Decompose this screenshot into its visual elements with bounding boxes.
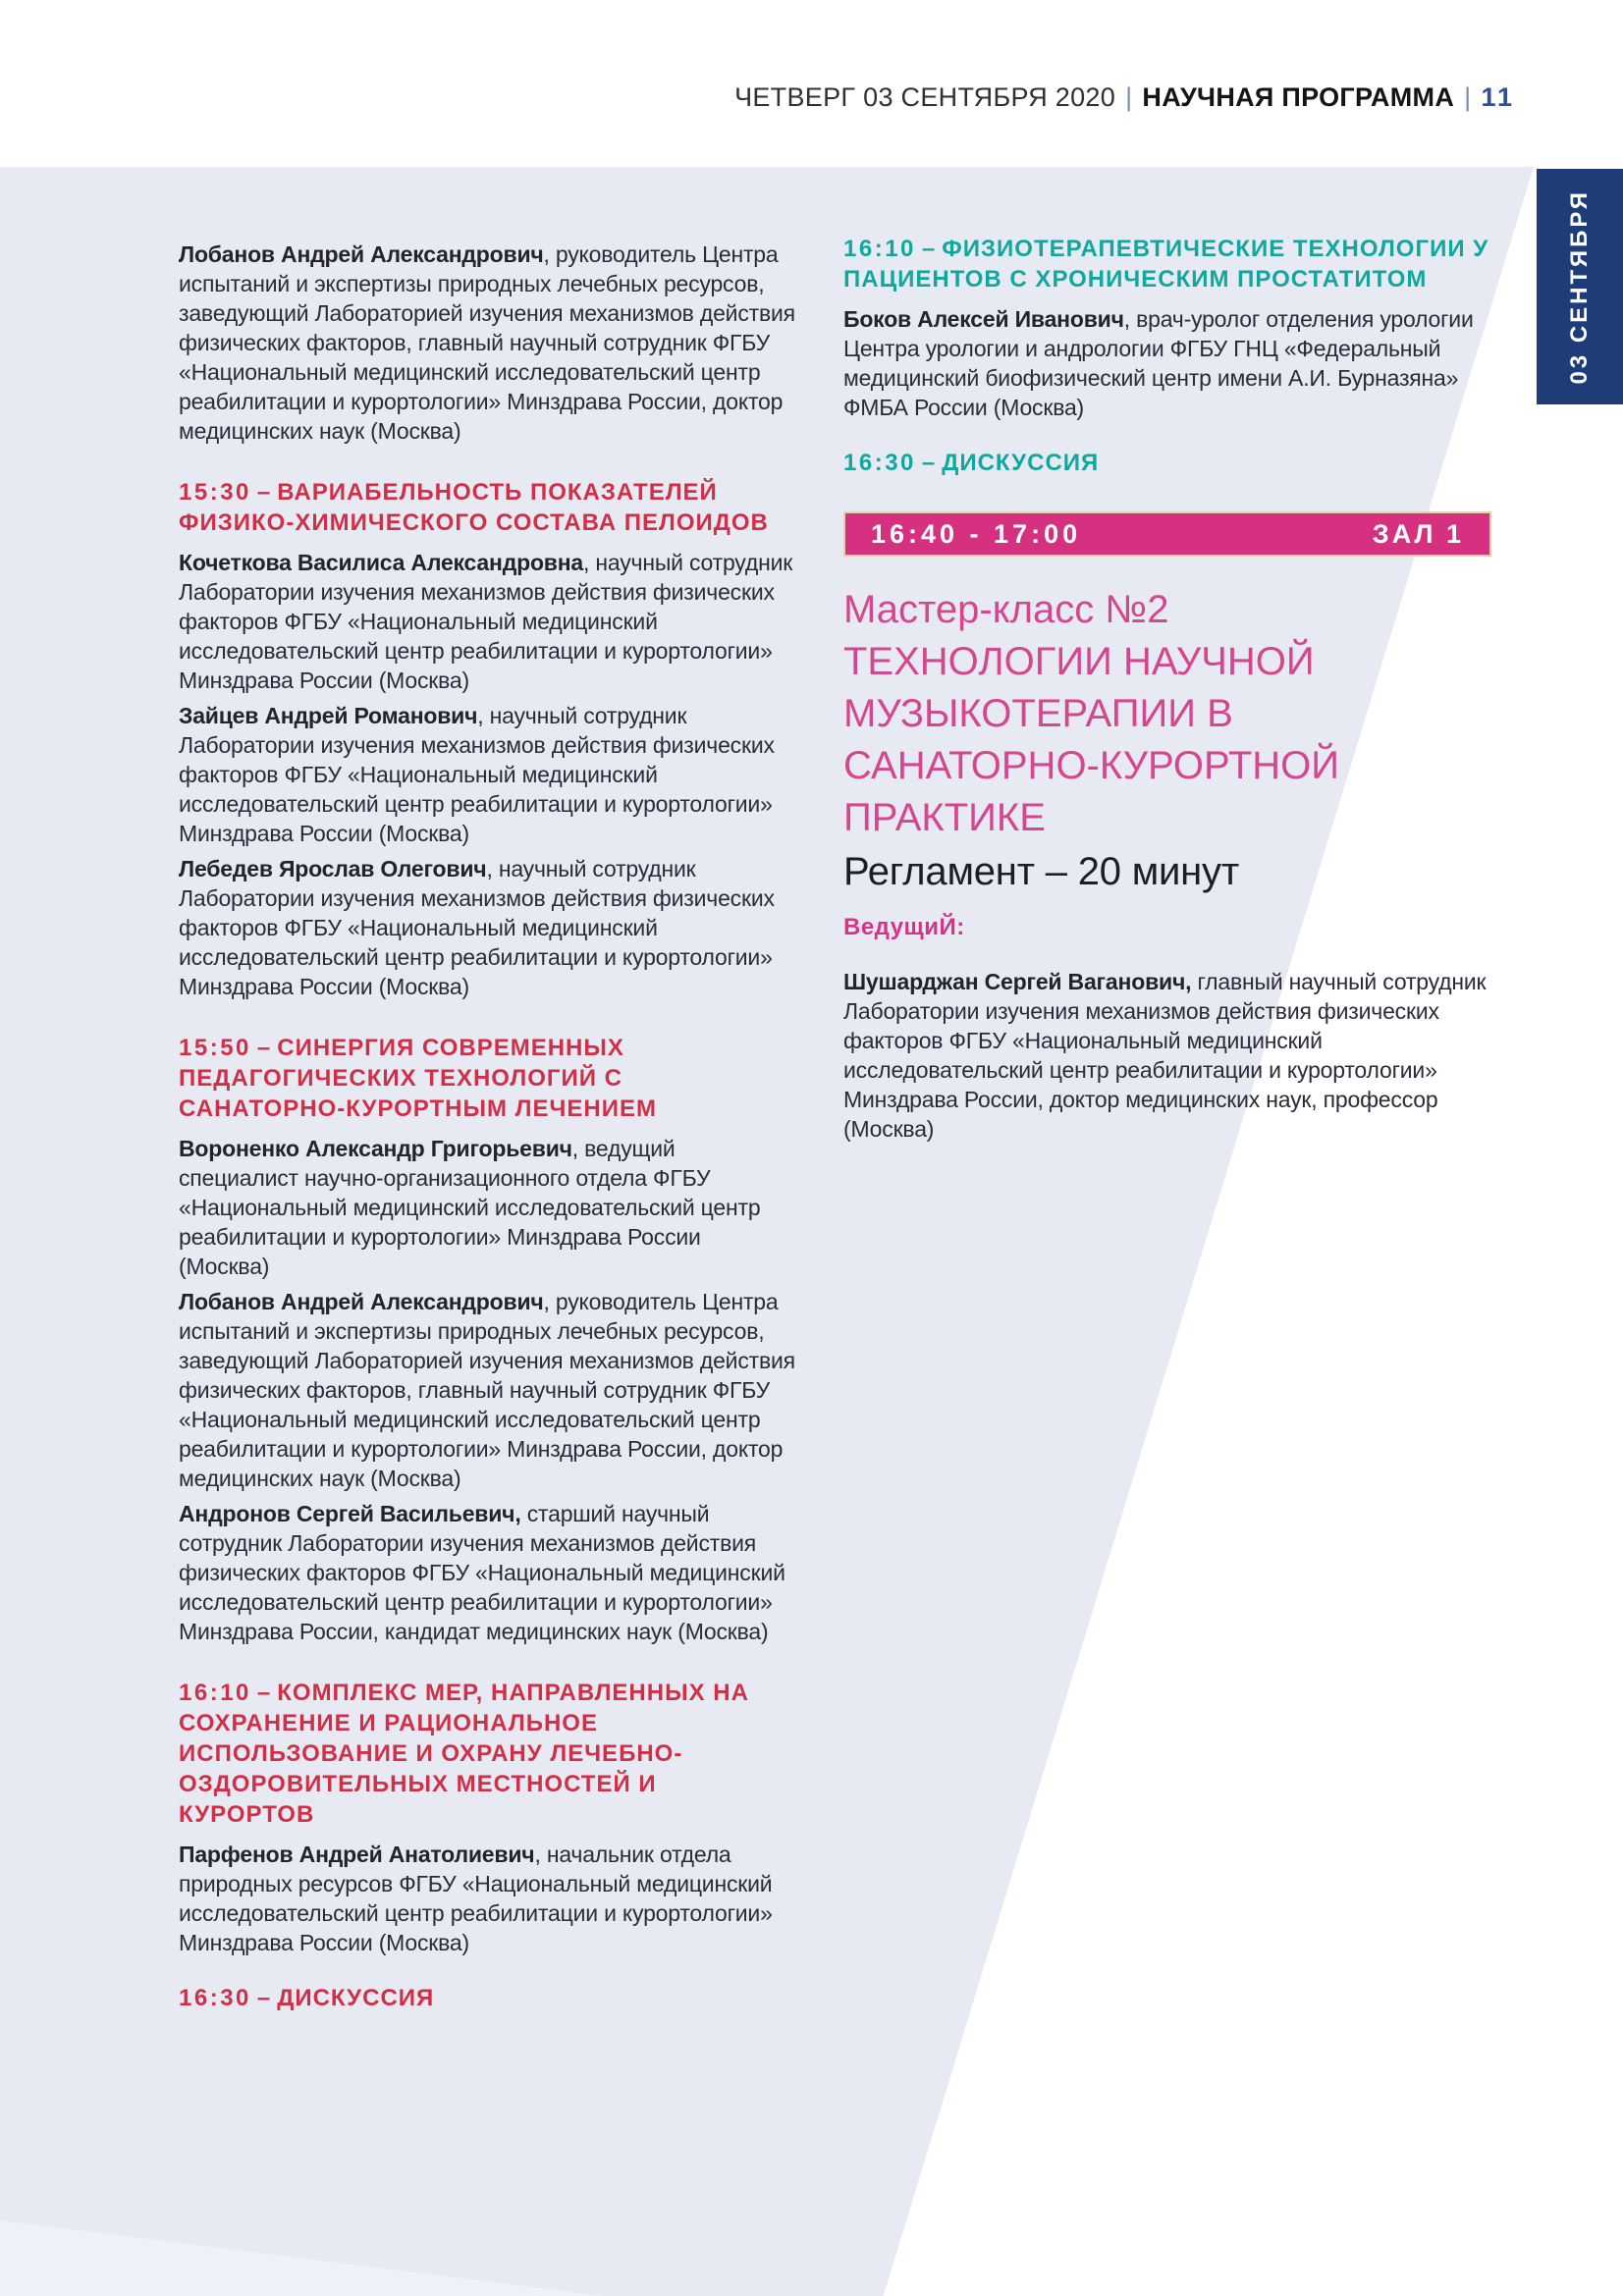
discussion-heading-left [179,1983,795,2013]
header-section-title: НАУЧНАЯ ПРОГРАММА [1142,82,1455,112]
session-title: КОМПЛЕКС МЕР, НАПРАВЛЕННЫХ НА СОХРАНЕНИЕ И РАЦИОНАЛЬНОЕ ИСПОЛЬЗОВАНИЕ И ОХРАНУ ЛЕЧЕБНО-ОЗДОРОВИТЕЛЬНЫХ МЕСТНОСТЕЙ И КУРОРТОВ [179,1680,749,1828]
header-date: ЧЕТВЕРГ 03 СЕНТЯБРЯ 2020 [734,82,1116,112]
masterclass-label: Мастер-класс №2 [843,588,1169,631]
session-heading-1530 [179,477,795,538]
speaker-name: Кочеткова Василиса Александровна [179,550,584,575]
speaker-name: Вороненко Александр Григорьевич [179,1136,572,1161]
speaker-paragraph [179,1840,795,1957]
speaker-paragraph [843,967,1491,1144]
speaker-bio: , научный сотрудник Лаборатории изучения механизмов действия физических факторов ФГБУ «Национальный медицинский исследовательский центр реабилитации и курортологии» Минздрава России (Москва) [179,550,793,693]
speaker-name: Парфенов Андрей Анатолиевич [179,1842,535,1867]
session-time: 15:50 [179,1035,251,1061]
session-time: 16:30 [843,450,916,476]
speaker-bio: главный научный сотрудник Лаборатории изучения механизмов действия физических факторов ФГБУ «Национальный медицинский исследовательский центр реабилитации и курортологии» Минздрава России, доктор медицинских наук, профессор (Москва) [843,969,1487,1142]
speaker-name: Андронов Сергей Васильевич, [179,1501,521,1526]
speaker-bio: старший научный сотрудник Лаборатории изучения механизмов действия физических факторов ФГБУ «Национальный медицинский исследовательский центр реабилитации и курортологии» Минздрава России, кандидат медицинских наук (Москва) [179,1501,785,1644]
left-column [179,240,795,2013]
speaker-name: Лобанов Андрей Александрович [179,1289,544,1314]
session-heading-1610-right [843,234,1491,294]
slot-time-range: 16:40 - 17:00 [871,519,1082,549]
date-side-tab-label: 03 СЕНТЯБРЯ [1566,188,1593,385]
speaker-name: Боков Алексей Иванович [843,306,1124,332]
speaker-bio: , начальник отдела природных ресурсов ФГБУ «Национальный медицинский исследовательский центр реабилитации и курортологии» Минздрава России (Москва) [179,1842,773,1955]
masterclass-title: ТЕХНОЛОГИИ НАУЧНОЙ МУЗЫКОТЕРАПИИ В САНАТОРНО-КУРОРТНОЙ ПРАКТИКЕ [843,640,1340,839]
right-column [843,234,1491,1144]
speaker-bio: , ведущий специалист научно-организационного отдела ФГБУ «Национальный медицинский исследовательский центр реабилитации и курортологии» Минздрава России (Москва) [179,1136,761,1279]
slot-hall-label: ЗАЛ 1 [1372,519,1464,549]
session-dash: – [921,450,937,476]
speaker-paragraph [179,548,795,695]
date-side-tab [1537,169,1623,404]
speaker-name: Лобанов Андрей Александрович [179,241,544,267]
speaker-bio: , научный сотрудник Лаборатории изучения механизмов действия физических факторов ФГБУ «Национальный медицинский исследовательский центр реабилитации и курортологии» Минздрава России (Москва) [179,856,775,999]
speaker-name: Шушарджан Сергей Ваганович, [843,969,1192,994]
speaker-name: Лебедев Ярослав Олегович [179,856,487,881]
session-title: ВАРИАБЕЛЬНОСТЬ ПОКАЗАТЕЛЕЙ ФИЗИКО-ХИМИЧЕСКОГО СОСТАВА ПЕЛОИДОВ [179,479,769,536]
speaker-paragraph [179,1287,795,1493]
header-separator: | [1125,82,1133,112]
session-title: ДИСКУССИЯ [942,450,1100,476]
speaker-paragraph [179,1134,795,1281]
masterclass-host-label: ВедущиЙ: [843,914,965,940]
session-dash: – [256,1985,272,2011]
speaker-bio: , научный сотрудник Лаборатории изучения механизмов действия физических факторов ФГБУ «Национальный медицинский исследовательский центр реабилитации и курортологии» Минздрава России (Москва) [179,703,775,846]
speaker-paragraph [179,701,795,848]
session-dash: – [256,479,272,506]
page-header [734,82,1515,113]
page-number: 11 [1481,82,1515,112]
speaker-paragraph [179,1499,795,1646]
speaker-bio: , руководитель Центра испытаний и экспертизы природных лечебных ресурсов, заведующий Лабораторией изучения механизмов действия физических факторов, главный научный сотрудник ФГБУ «Национальный медицинский исследовательский центр реабилитации и курортологии» Минздрава России, доктор медицинских наук (Москва) [179,1289,795,1491]
session-time: 16:10 [179,1680,251,1706]
masterclass-timing: Регламент – 20 минут [843,850,1239,893]
session-time: 16:30 [179,1985,251,2011]
session-title: СИНЕРГИЯ СОВРЕМЕННЫХ ПЕДАГОГИЧЕСКИХ ТЕХНОЛОГИЙ С САНАТОРНО-КУРОРТНЫМ ЛЕЧЕНИЕМ [179,1035,657,1122]
session-title: ФИЗИОТЕРАПЕВТИЧЕСКИЕ ТЕХНОЛОГИИ У ПАЦИЕНТОВ С ХРОНИЧЕСКИМ ПРОСТАТИТОМ [843,236,1489,293]
time-slot-bar [843,511,1491,557]
session-heading-1610-left [179,1678,795,1830]
speaker-paragraph [179,240,795,446]
speaker-bio: , врач-уролог отделения урологии Центра урологии и андрологии ФГБУ ГНЦ «Федеральный медицинский биофизический центр имени А.И. Бурназяна» ФМБА России (Москва) [843,306,1474,420]
speaker-paragraph [843,304,1491,422]
session-title: ДИСКУССИЯ [277,1985,435,2011]
speaker-paragraph [179,854,795,1001]
speaker-bio: , руководитель Центра испытаний и экспертизы природных лечебных ресурсов, заведующий Лабораторией изучения механизмов действия физических факторов, главный научный сотрудник ФГБУ «Национальный медицинский исследовательский центр реабилитации и курортологии» Минздрава России, доктор медицинских наук (Москва) [179,241,795,444]
session-heading-1550 [179,1033,795,1124]
session-dash: – [256,1680,272,1706]
session-time: 15:30 [179,479,251,506]
session-dash: – [921,236,937,262]
session-dash: – [256,1035,272,1061]
discussion-heading-right [843,448,1491,478]
speaker-name: Зайцев Андрей Романович [179,703,478,728]
header-separator: | [1464,82,1472,112]
session-time: 16:10 [843,236,916,262]
